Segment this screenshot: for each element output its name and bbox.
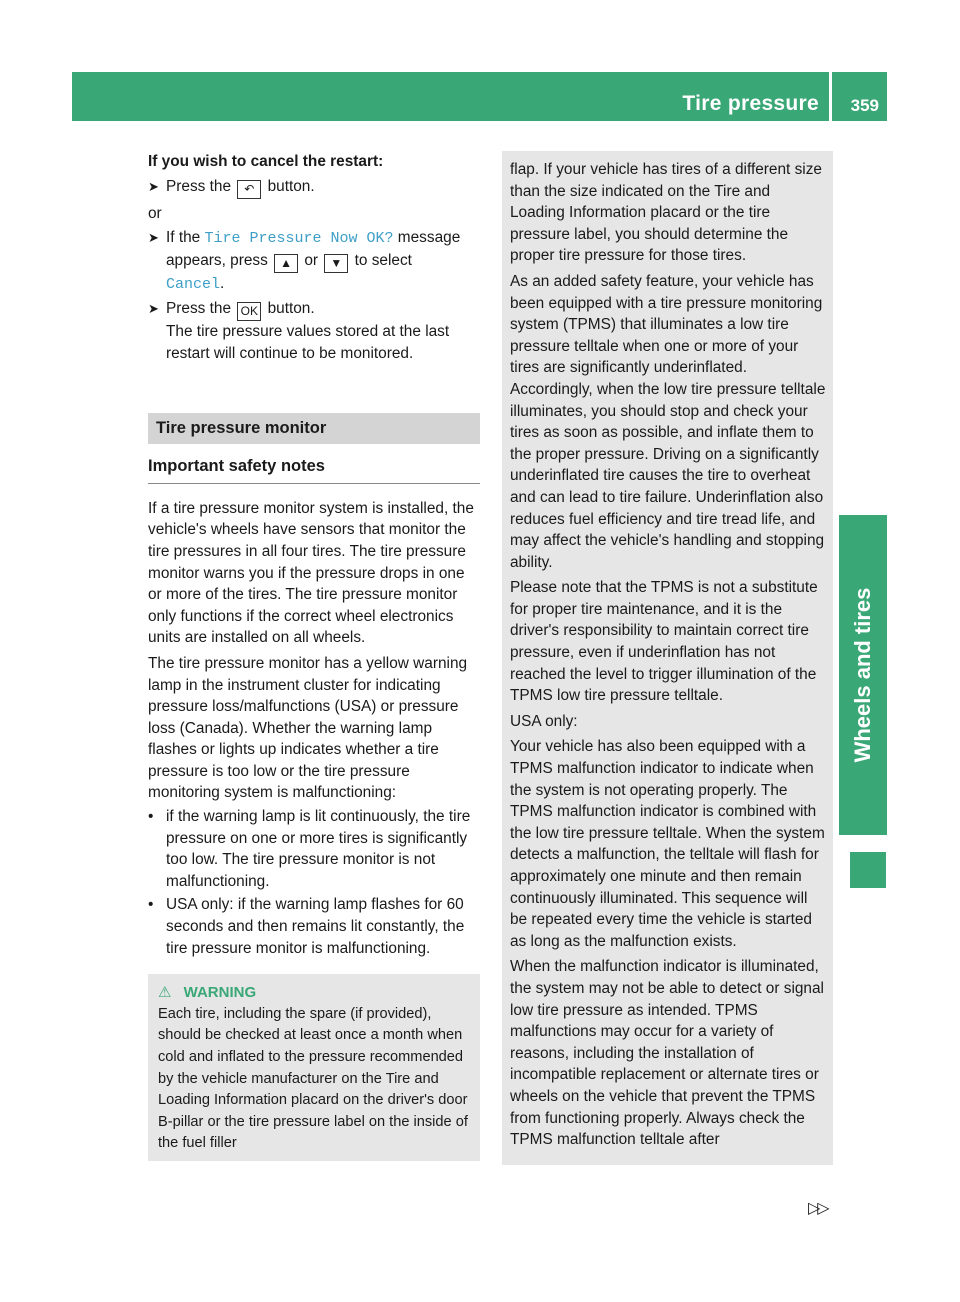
paragraph: Your vehicle has also been equipped with a TPMS malfunction indicator to indicate when the system is not operating properly. The TPMS malfunction indicator is combined with the low tire pressure telltale. When the system detects a malfunction, the telltale will flash for approximately one minute and then remain continuously illuminated. This sequence will be repeated every time the vehicle is started as long as the malfunction exists. (510, 738, 825, 950)
step-select-cancel: ➤ If the Tire Pressure Now OK? message appears, press ▲ or ▼ to select Cancel. (148, 229, 461, 293)
left-column (148, 151, 480, 1161)
warning-triangle-icon: ⚠ (158, 984, 172, 1002)
section-title: Tire pressure monitor (148, 413, 480, 445)
warning-text: Each tire, including the spare (if provided), should be checked at least once a month when cold and inflated to the pressure recommended by the vehicle manufacturer on the Tire and Loading Information placard on the driver's door B-pillar or the tire pressure label on the inside of the fuel filler (158, 1005, 468, 1152)
step-arrow-icon: ➤ (148, 178, 159, 194)
subheading: Important safety notes (148, 444, 480, 484)
display-message: Tire Pressure Now OK? (204, 230, 394, 248)
warning-box (148, 974, 480, 1161)
list-item: • USA only: if the warning lamp flashes for 60 seconds and then remains lit constantly, the tire pressure monitor is malfunctioning. (148, 896, 465, 957)
or-text: or (148, 204, 162, 222)
step-ok: ➤ Press the OK button. The tire pressure values stored at the last restart will continue to be monitored. (148, 298, 480, 364)
double-arrow-continue-icon: ▷▷ (808, 1200, 827, 1217)
header-bar (72, 72, 887, 121)
chapter-tab-label: Wheels and tires (850, 587, 875, 763)
paragraph: flap. If your vehicle has tires of a different size than the size indicated on the Tire and Loading Information placard or the tire pressure label, you should determine the proper tire pressure for those tires. (510, 161, 822, 265)
back-button-icon: ↶ (237, 180, 261, 199)
chapter-marker (850, 852, 886, 888)
bullet-icon: • (148, 896, 154, 914)
step-arrow-icon: ➤ (148, 230, 159, 246)
paragraph: If a tire pressure monitor system is installed, the vehicle's wheels have sensors that monitor the tire pressures in all four tires. The tire pressure monitor warns you if the pressure drops in one or more of the tires. The tire pressure monitor only functions if the correct wheel electronics units are installed on all wheels. (148, 499, 474, 647)
display-cancel: Cancel (166, 275, 221, 293)
paragraph: USA only: (510, 712, 578, 730)
paragraph: The tire pressure monitor has a yellow warning lamp in the instrument cluster for indicating pressure loss/malfunctions (USA) or pressure loss (Canada). Whether the warning lamp flashes or lights up indicates whether a tire pressure is too low or the tire pressure monitoring system is malfunctioning: (148, 654, 468, 802)
paragraph: Please note that the TPMS is not a substitute for proper tire maintenance, and it is the driver's responsibility to maintain correct tire pressure, even if underinflation has not reached the level to trigger illumination of the TPMS low tire pressure telltale. (510, 579, 818, 705)
right-column (502, 151, 833, 1165)
down-arrow-key-icon: ▼ (324, 254, 348, 273)
paragraph: When the malfunction indicator is illuminated, the system may not be able to detect or signal low tire pressure as intended. TPMS malfunctions may occur for a variety of reasons, including the installation of incompatible replacement or alternate tires or wheels on the vehicle that prevent the TPMS from functioning properly. Always check the TPMS malfunction telltale after (510, 958, 824, 1149)
step-arrow-icon: ➤ (148, 301, 159, 317)
step-back: ➤ Press the ↶ button. (148, 176, 480, 199)
page-title: Tire pressure (682, 92, 819, 115)
page-number: 359 (850, 96, 879, 115)
bullet-icon: • (148, 808, 154, 826)
paragraph: As an added safety feature, your vehicle has been equipped with a tire pressure monitoring system (TPMS) that illuminates a low tire pressure telltale when one or more of your tires are significantly underinflated. Accordingly, when the low tire pressure telltale illuminates, you should stop and check your tires as soon as possible, and inflate them to the proper pressure. Driving on a significantly underinflated tire causes the tire to overheat and can lead to tire failure. Underinflation also reduces fuel efficiency and tire tread life, and may affect the vehicle's handling and stopping ability. (510, 272, 826, 571)
warning-title: WARNING (183, 984, 257, 1002)
ok-button-icon: OK (237, 302, 261, 321)
step-detail: The tire pressure values stored at the last restart will continue to be monitored. (166, 323, 450, 362)
cancel-heading: If you wish to cancel the restart: (148, 153, 384, 170)
header-divider (829, 72, 832, 121)
list-item: • if the warning lamp is lit continuously, the tire pressure on one or more tires is significantly too low. The tire pressure monitor is not malfunctioning. (148, 808, 471, 890)
up-arrow-key-icon: ▲ (274, 254, 298, 273)
chapter-tab (839, 515, 887, 835)
